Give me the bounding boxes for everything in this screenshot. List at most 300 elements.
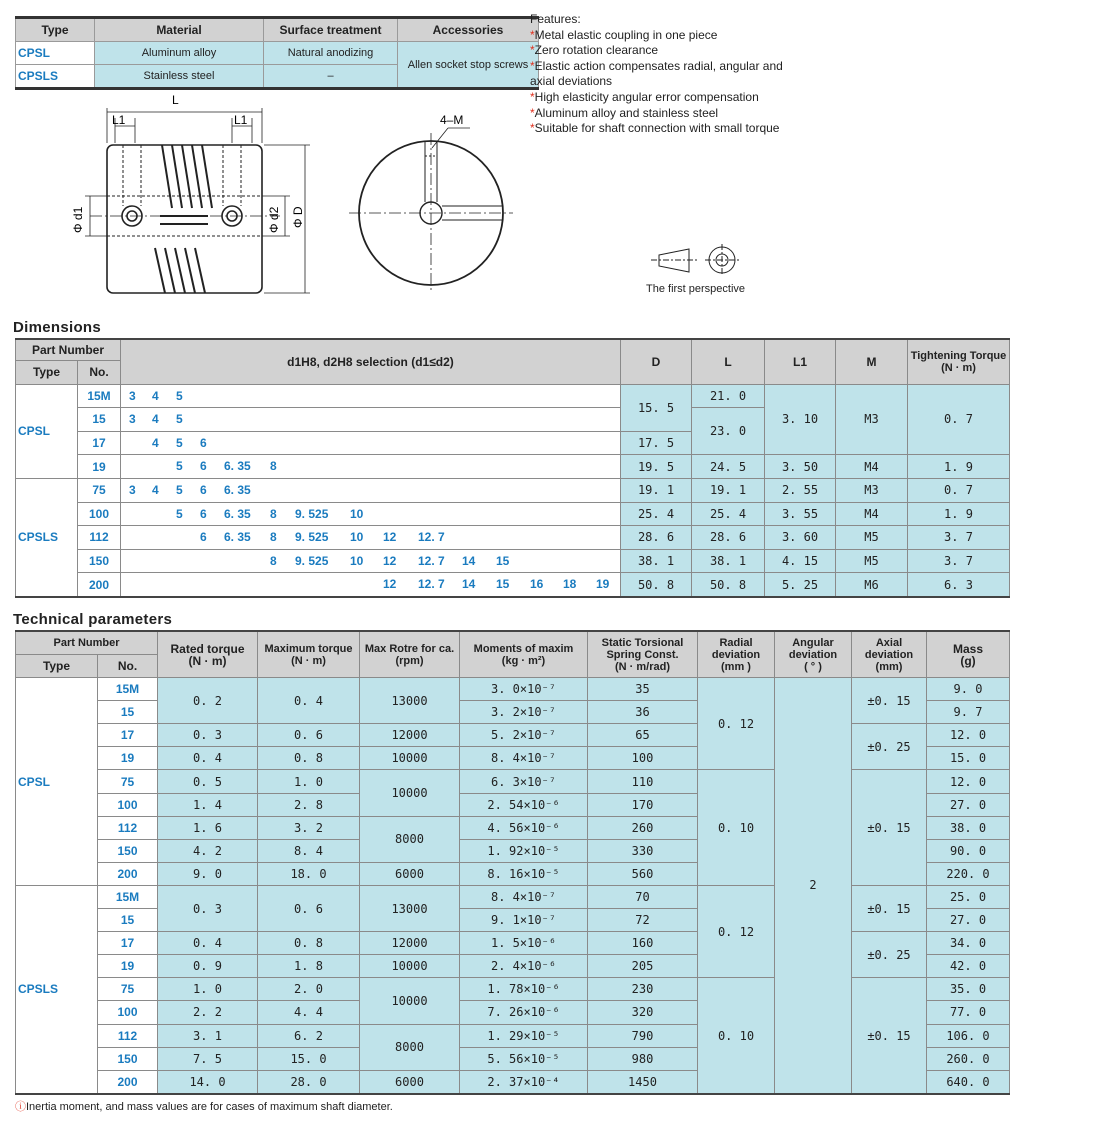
moments-cell: 2. 54×10⁻⁶	[460, 793, 588, 816]
shaft-size: 5	[176, 388, 183, 403]
shaft-size: 4	[152, 482, 159, 497]
shaft-size: 14	[462, 577, 476, 592]
L-cell: 24. 5	[692, 455, 765, 479]
rated-torque-cell: 4. 2	[158, 839, 258, 862]
technical-row	[16, 978, 1010, 1001]
shaft-size: 10	[350, 553, 364, 568]
angular-cell: 2	[775, 678, 852, 1094]
type-cell: CPSLS	[16, 478, 78, 596]
hdr-static: Static Torsional Spring Const. (N · m/rad)	[588, 631, 698, 678]
L-cell: 28. 6	[692, 526, 765, 550]
moments-cell: 1. 78×10⁻⁶	[460, 978, 588, 1001]
hdr-part-number: Part Number	[16, 631, 158, 655]
part-no: 100	[98, 1001, 158, 1024]
selection-cell	[121, 408, 621, 432]
L1-cell: 5. 25	[765, 573, 836, 597]
dimension-row	[16, 573, 1010, 597]
shaft-size: 12	[383, 577, 397, 592]
rated-torque-cell: 0. 5	[158, 770, 258, 793]
rpm-cell: 6000	[360, 862, 460, 885]
max-torque-cell: 0. 6	[258, 885, 360, 931]
dimension-row	[16, 478, 1010, 502]
surface-cell: –	[264, 65, 398, 89]
shaft-size: 12. 7	[418, 577, 445, 592]
info-icon: ⓘ	[15, 1101, 26, 1113]
coupling-drawing	[60, 88, 530, 303]
feature-item: *High elasticity angular error compensation	[530, 89, 759, 104]
footnote: ⓘInertia moment, and mass values are for cases of maximum shaft diameter.	[15, 1101, 393, 1113]
hdr-radial: Radial deviation (mm )	[698, 631, 775, 678]
max-torque-cell: 18. 0	[258, 862, 360, 885]
axial-cell: ±0. 25	[852, 932, 927, 978]
feature-item: *Metal elastic coupling in one piece	[530, 27, 718, 42]
radial-cell: 0. 12	[698, 885, 775, 977]
part-no: 19	[78, 455, 121, 479]
selection-cell	[121, 549, 621, 573]
static-const-cell: 65	[588, 724, 698, 747]
max-torque-cell: 15. 0	[258, 1047, 360, 1070]
shaft-size: 8	[270, 459, 277, 474]
radial-cell: 0. 10	[698, 978, 775, 1094]
part-no: 200	[78, 573, 121, 597]
part-no: 75	[78, 478, 121, 502]
moments-cell: 6. 3×10⁻⁷	[460, 770, 588, 793]
rpm-cell: 8000	[360, 1024, 460, 1070]
M-cell: M3	[836, 384, 908, 455]
mass-cell: 90. 0	[927, 839, 1010, 862]
mass-cell: 12. 0	[927, 724, 1010, 747]
dim-label-L1: L1	[234, 113, 248, 127]
dimension-row	[16, 549, 1010, 573]
rated-torque-cell: 14. 0	[158, 1070, 258, 1094]
rated-torque-cell: 0. 4	[158, 932, 258, 955]
shaft-size: 5	[176, 506, 183, 521]
moments-cell: 1. 29×10⁻⁵	[460, 1024, 588, 1047]
part-no: 200	[98, 1070, 158, 1094]
dimension-row	[16, 455, 1010, 479]
selection-cell	[121, 526, 621, 550]
mass-cell: 34. 0	[927, 932, 1010, 955]
shaft-size: 10	[350, 530, 364, 545]
static-const-cell: 36	[588, 701, 698, 724]
mass-cell: 25. 0	[927, 885, 1010, 908]
hdr-max: Maximum torque (N · m)	[258, 631, 360, 678]
mass-cell: 27. 0	[927, 793, 1010, 816]
M-cell: M5	[836, 549, 908, 573]
moments-cell: 3. 0×10⁻⁷	[460, 678, 588, 701]
technical-row	[16, 724, 1010, 747]
static-const-cell: 35	[588, 678, 698, 701]
shaft-size: 6	[200, 482, 207, 497]
part-no: 100	[98, 793, 158, 816]
technical-row	[16, 932, 1010, 955]
selection-cell	[121, 455, 621, 479]
L-cell: 50. 8	[692, 573, 765, 597]
feature-item: *Elastic action compensates radial, angular and axial deviations	[530, 58, 783, 89]
hdr-axial: Axial deviation (mm)	[852, 631, 927, 678]
mass-cell: 220. 0	[927, 862, 1010, 885]
axial-cell: ±0. 25	[852, 724, 927, 770]
M-cell: M3	[836, 478, 908, 502]
mass-cell: 260. 0	[927, 1047, 1010, 1070]
dim-label-d1: Φ d1	[71, 206, 85, 233]
max-torque-cell: 28. 0	[258, 1070, 360, 1094]
hdr-rated: Rated torque (N · m)	[158, 631, 258, 678]
max-torque-cell: 1. 0	[258, 770, 360, 793]
shaft-size: 16	[530, 577, 544, 592]
part-no: 17	[98, 724, 158, 747]
static-const-cell: 320	[588, 1001, 698, 1024]
part-no: 17	[98, 932, 158, 955]
D-cell: 17. 5	[621, 431, 692, 455]
hdr-material: Material	[95, 18, 264, 42]
moments-cell: 7. 26×10⁻⁶	[460, 1001, 588, 1024]
accessories-cell: Allen socket stop screws	[398, 42, 539, 89]
mass-cell: 77. 0	[927, 1001, 1010, 1024]
feature-item: *Zero rotation clearance	[530, 43, 659, 58]
dimension-row	[16, 502, 1010, 526]
rpm-cell: 13000	[360, 885, 460, 931]
rated-torque-cell: 7. 5	[158, 1047, 258, 1070]
L1-cell: 4. 15	[765, 549, 836, 573]
shaft-size: 3	[129, 412, 136, 427]
static-const-cell: 70	[588, 885, 698, 908]
D-cell: 25. 4	[621, 502, 692, 526]
moments-cell: 4. 56×10⁻⁶	[460, 816, 588, 839]
rated-torque-cell: 0. 2	[158, 678, 258, 724]
moments-cell: 8. 4×10⁻⁷	[460, 885, 588, 908]
selection-cell	[121, 502, 621, 526]
rpm-cell: 8000	[360, 816, 460, 862]
type-cpsls: CPSLS	[16, 65, 95, 89]
part-no: 150	[98, 1047, 158, 1070]
material-cell: Stainless steel	[95, 65, 264, 89]
L-cell: 38. 1	[692, 549, 765, 573]
L1-cell: 2. 55	[765, 478, 836, 502]
part-no: 15M	[98, 678, 158, 701]
moments-cell: 5. 2×10⁻⁷	[460, 724, 588, 747]
axial-cell: ±0. 15	[852, 770, 927, 885]
torque-cell: 0. 7	[908, 478, 1010, 502]
shaft-size: 6	[200, 459, 207, 474]
hdr-torque: Tightening Torque (N · m)	[908, 339, 1010, 384]
part-no: 15M	[98, 885, 158, 908]
rpm-cell: 10000	[360, 747, 460, 770]
static-const-cell: 170	[588, 793, 698, 816]
L1-cell: 3. 55	[765, 502, 836, 526]
surface-cell: Natural anodizing	[264, 42, 398, 65]
mass-cell: 42. 0	[927, 955, 1010, 978]
hdr-type: Type	[16, 361, 78, 385]
selection-cell	[121, 431, 621, 455]
static-const-cell: 260	[588, 816, 698, 839]
mass-cell: 38. 0	[927, 816, 1010, 839]
shaft-size: 5	[176, 412, 183, 427]
type-cpsl: CPSL	[16, 42, 95, 65]
part-no: 15	[78, 408, 121, 432]
radial-cell: 0. 12	[698, 678, 775, 770]
mass-cell: 9. 7	[927, 701, 1010, 724]
hdr-type: Type	[16, 18, 95, 42]
material-cell: Aluminum alloy	[95, 42, 264, 65]
dim-label-M: 4–M	[440, 113, 464, 127]
dim-label-D: Φ D	[291, 206, 305, 228]
shaft-size: 14	[462, 553, 476, 568]
moments-cell: 1. 92×10⁻⁵	[460, 839, 588, 862]
shaft-size: 6. 35	[224, 482, 251, 497]
shaft-size: 6	[200, 435, 207, 450]
hdr-selection: d1H8, d2H8 selection (d1≤d2)	[121, 339, 621, 384]
static-const-cell: 560	[588, 862, 698, 885]
shaft-size: 12. 7	[418, 530, 445, 545]
rated-torque-cell: 1. 4	[158, 793, 258, 816]
shaft-size: 5	[176, 482, 183, 497]
rated-torque-cell: 9. 0	[158, 862, 258, 885]
hdr-mass: Mass (g)	[927, 631, 1010, 678]
rated-torque-cell: 0. 3	[158, 724, 258, 747]
mass-cell: 12. 0	[927, 770, 1010, 793]
M-cell: M4	[836, 455, 908, 479]
L1-cell: 3. 50	[765, 455, 836, 479]
rated-torque-cell: 1. 6	[158, 816, 258, 839]
L-cell: 25. 4	[692, 502, 765, 526]
features-title: Features:	[530, 12, 581, 26]
part-no: 75	[98, 978, 158, 1001]
mass-cell: 15. 0	[927, 747, 1010, 770]
static-const-cell: 790	[588, 1024, 698, 1047]
shaft-size: 9. 525	[295, 506, 329, 521]
mass-cell: 9. 0	[927, 678, 1010, 701]
part-no: 112	[98, 1024, 158, 1047]
moments-cell: 1. 5×10⁻⁶	[460, 932, 588, 955]
part-no: 19	[98, 747, 158, 770]
shaft-size: 12. 7	[418, 553, 445, 568]
radial-cell: 0. 10	[698, 770, 775, 885]
L-cell: 21. 0	[692, 384, 765, 408]
part-no: 15	[98, 701, 158, 724]
rpm-cell: 13000	[360, 678, 460, 724]
max-torque-cell: 0. 8	[258, 932, 360, 955]
part-no: 112	[98, 816, 158, 839]
shaft-size: 3	[129, 388, 136, 403]
feature-item: *Suitable for shaft connection with small torque	[530, 121, 780, 136]
L1-cell: 3. 60	[765, 526, 836, 550]
dimensions-title: Dimensions	[13, 319, 102, 336]
shaft-size: 15	[496, 577, 510, 592]
hdr-D: D	[621, 339, 692, 384]
rated-torque-cell: 0. 3	[158, 885, 258, 931]
torque-cell: 3. 7	[908, 549, 1010, 573]
L-cell: 23. 0	[692, 408, 765, 455]
rpm-cell: 12000	[360, 724, 460, 747]
moments-cell: 3. 2×10⁻⁷	[460, 701, 588, 724]
static-const-cell: 110	[588, 770, 698, 793]
part-no: 17	[78, 431, 121, 455]
moments-cell: 2. 4×10⁻⁶	[460, 955, 588, 978]
M-cell: M4	[836, 502, 908, 526]
M-cell: M6	[836, 573, 908, 597]
mass-cell: 27. 0	[927, 909, 1010, 932]
static-const-cell: 230	[588, 978, 698, 1001]
shaft-size: 6. 35	[224, 459, 251, 474]
selection-cell	[121, 478, 621, 502]
rated-torque-cell: 3. 1	[158, 1024, 258, 1047]
dim-label-L1: L1	[112, 113, 126, 127]
type-cell: CPSLS	[16, 885, 98, 1093]
mass-cell: 640. 0	[927, 1070, 1010, 1094]
static-const-cell: 205	[588, 955, 698, 978]
technical-title: Technical parameters	[13, 611, 173, 628]
dim-label-d2: Φ d2	[267, 206, 281, 233]
hdr-angular: Angular deviation ( ° )	[775, 631, 852, 678]
shaft-size: 10	[350, 506, 364, 521]
part-no: 150	[78, 549, 121, 573]
rated-torque-cell: 0. 4	[158, 747, 258, 770]
shaft-size: 8	[270, 553, 277, 568]
max-torque-cell: 4. 4	[258, 1001, 360, 1024]
max-torque-cell: 6. 2	[258, 1024, 360, 1047]
max-torque-cell: 3. 2	[258, 816, 360, 839]
hdr-type: Type	[16, 655, 98, 678]
static-const-cell: 1450	[588, 1070, 698, 1094]
technical-row	[16, 885, 1010, 908]
part-no: 75	[98, 770, 158, 793]
static-const-cell: 160	[588, 932, 698, 955]
part-no: 15M	[78, 384, 121, 408]
max-torque-cell: 0. 8	[258, 747, 360, 770]
rated-torque-cell: 1. 0	[158, 978, 258, 1001]
type-cell: CPSL	[16, 384, 78, 478]
D-cell: 50. 8	[621, 573, 692, 597]
max-torque-cell: 0. 6	[258, 724, 360, 747]
rpm-cell: 10000	[360, 770, 460, 816]
rated-torque-cell: 0. 9	[158, 955, 258, 978]
features-list	[530, 12, 790, 137]
moments-cell: 2. 37×10⁻⁴	[460, 1070, 588, 1094]
type-cell: CPSL	[16, 678, 98, 886]
perspective-label: The first perspective	[646, 283, 746, 295]
feature-item: *Aluminum alloy and stainless steel	[530, 105, 719, 120]
part-no: 200	[98, 862, 158, 885]
D-cell: 19. 1	[621, 478, 692, 502]
dimension-row	[16, 526, 1010, 550]
mass-cell: 106. 0	[927, 1024, 1010, 1047]
shaft-size: 15	[496, 553, 510, 568]
technical-row	[16, 770, 1010, 793]
max-torque-cell: 1. 8	[258, 955, 360, 978]
shaft-size: 6	[200, 506, 207, 521]
dimension-row	[16, 384, 1010, 408]
max-torque-cell: 8. 4	[258, 839, 360, 862]
shaft-size: 4	[152, 388, 159, 403]
material-table	[15, 16, 539, 90]
torque-cell: 6. 3	[908, 573, 1010, 597]
shaft-size: 6	[200, 530, 207, 545]
max-torque-cell: 0. 4	[258, 678, 360, 724]
static-const-cell: 100	[588, 747, 698, 770]
torque-cell: 3. 7	[908, 526, 1010, 550]
shaft-size: 12	[383, 530, 397, 545]
moments-cell: 5. 56×10⁻⁵	[460, 1047, 588, 1070]
moments-cell: 8. 16×10⁻⁵	[460, 862, 588, 885]
part-no: 112	[78, 526, 121, 550]
shaft-size: 12	[383, 553, 397, 568]
hdr-moments: Moments of maxim (kg · m²)	[460, 631, 588, 678]
rpm-cell: 10000	[360, 955, 460, 978]
shaft-size: 6. 35	[224, 530, 251, 545]
hdr-accessories: Accessories	[398, 18, 539, 42]
hdr-M: M	[836, 339, 908, 384]
moments-cell: 8. 4×10⁻⁷	[460, 747, 588, 770]
torque-cell: 1. 9	[908, 502, 1010, 526]
rpm-cell: 10000	[360, 978, 460, 1024]
rpm-cell: 12000	[360, 932, 460, 955]
static-const-cell: 980	[588, 1047, 698, 1070]
axial-cell: ±0. 15	[852, 678, 927, 724]
torque-cell: 1. 9	[908, 455, 1010, 479]
shaft-size: 19	[596, 577, 610, 592]
M-cell: M5	[836, 526, 908, 550]
max-torque-cell: 2. 0	[258, 978, 360, 1001]
dim-label-L: L	[172, 93, 179, 107]
shaft-size: 5	[176, 459, 183, 474]
static-const-cell: 330	[588, 839, 698, 862]
hdr-L1: L1	[765, 339, 836, 384]
shaft-size: 3	[129, 482, 136, 497]
technical-table	[15, 630, 1010, 1095]
hdr-no: No.	[98, 655, 158, 678]
hdr-part-number: Part Number	[16, 339, 121, 361]
hdr-no: No.	[78, 361, 121, 385]
hdr-rpm: Max Rotre for ca. (rpm)	[360, 631, 460, 678]
technical-row	[16, 678, 1010, 701]
moments-cell: 9. 1×10⁻⁷	[460, 909, 588, 932]
part-no: 150	[98, 839, 158, 862]
selection-cell	[121, 384, 621, 408]
shaft-size: 18	[563, 577, 577, 592]
shaft-size: 4	[152, 435, 159, 450]
torque-cell: 0. 7	[908, 384, 1010, 455]
L-cell: 19. 1	[692, 478, 765, 502]
L1-cell: 3. 10	[765, 384, 836, 455]
dimensions-table	[15, 338, 1010, 598]
axial-cell: ±0. 15	[852, 885, 927, 931]
max-torque-cell: 2. 8	[258, 793, 360, 816]
selection-cell	[121, 573, 621, 597]
shaft-size: 5	[176, 435, 183, 450]
part-no: 100	[78, 502, 121, 526]
part-no: 19	[98, 955, 158, 978]
part-no: 15	[98, 909, 158, 932]
hdr-surface: Surface treatment	[264, 18, 398, 42]
rpm-cell: 6000	[360, 1070, 460, 1094]
shaft-size: 8	[270, 506, 277, 521]
axial-cell: ±0. 15	[852, 978, 927, 1094]
D-cell: 38. 1	[621, 549, 692, 573]
shaft-size: 9. 525	[295, 553, 329, 568]
shaft-size: 8	[270, 530, 277, 545]
mass-cell: 35. 0	[927, 978, 1010, 1001]
D-cell: 15. 5	[621, 384, 692, 431]
hdr-L: L	[692, 339, 765, 384]
D-cell: 28. 6	[621, 526, 692, 550]
shaft-size: 6. 35	[224, 506, 251, 521]
static-const-cell: 72	[588, 909, 698, 932]
rated-torque-cell: 2. 2	[158, 1001, 258, 1024]
shaft-size: 4	[152, 412, 159, 427]
shaft-size: 9. 525	[295, 530, 329, 545]
D-cell: 19. 5	[621, 455, 692, 479]
